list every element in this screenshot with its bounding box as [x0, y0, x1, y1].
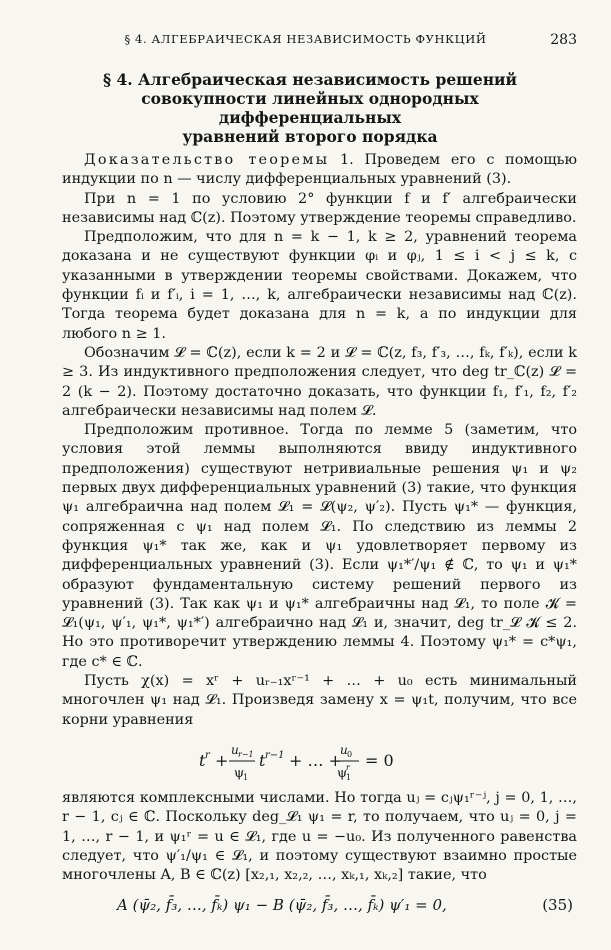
paragraph: являются комплексными числами. Но тогда uⱼ = cⱼψ₁ʳ⁻ʲ, j = 0, 1, …, r − 1, cⱼ ∈ ℂ. Поскольку deg_𝓛₁ ψ₁ = r, то получаем, что uⱼ = 0, j = 1, …, r − 1, и ψ₁ʳ = u ∈ 𝓛₁, где u = −u₀. Из полученного равенства следует, что ψ′₁/ψ₁ ∈ 𝓛₁, и поэтому существуют взаимно простые многочлены A, B ∈ ℂ(z) [x₂,₁, x₂,₂, …, xₖ,₁, xₖ,₂] такие, что — [62, 789, 577, 884]
paragraph-text: 1. Проведем его с помощью индукции по n — числу дифференциальных уравнений (3). — [62, 152, 577, 188]
formula-graphic — [195, 738, 445, 782]
svg-text:+: + — [214, 750, 228, 770]
svg-text:t: t — [198, 750, 205, 770]
paragraph: При n = 1 по условию 2° функции f и f′ алгебраически независимы над ℂ(z). Поэтому утверждение теоремы справедливо. — [62, 190, 577, 226]
paragraph: Предположим противное. Тогда по лемме 5 (заметим, что условия этой леммы выполняются ввиду индуктивного предположения) существуют нетривиальные решения ψ₁ и ψ₂ первых двух дифференциальных уравнений (3) такие, что функция ψ₁ алгебраична над полем 𝓛₁ = 𝓛(ψ₂, ψ′₂). Пусть ψ₁* — функция, сопряженная с ψ₁ над полем 𝓛₁. По следствию из леммы 2 функция ψ₁* так же, как и ψ₁ удовлетворяет первому из дифференциальных уравнений (3). Если ψ₁*′/ψ₁ ∉ ℂ, то ψ₁ и ψ₁* образуют фундаментальную систему решений первого из уравнений (3). Так как ψ₁ и ψ₁* алгебраичны над 𝓛₁, то поле 𝓚 = 𝓛₁(ψ₁, ψ′₁, ψ₁*, ψ₁*′) алгебраично над 𝓛₁ и, значит, deg tr_𝓛 𝓚 ≤ 2. Но это противоречит утверждению леммы 4. Поэтому ψ₁* = c*ψ₁, где c* ∈ ℂ. — [62, 422, 577, 670]
running-head-title: § 4. АЛГЕБРАИЧЕСКАЯ НЕЗАВИСИМОСТЬ ФУНКЦИЙ — [124, 32, 487, 46]
svg-text:ψ: ψ — [233, 765, 244, 781]
svg-text:1: 1 — [345, 772, 351, 782]
section-title-line-1: § 4. Алгебраическая независимость решений — [102, 70, 518, 89]
section-title — [60, 70, 560, 146]
section-title-line-2: совокупности линейных однородных дифференциальных — [141, 89, 479, 127]
svg-text:ψ: ψ — [336, 765, 347, 781]
paragraph: Обозначим 𝓛 = ℂ(z), если k = 2 и 𝓛 = ℂ(z, f₃, f′₃, …, fₖ, f′ₖ), если k ≥ 3. Из индуктивного предположения следует, что deg tr_ℂ(z) 𝓛 = 2 (k − 2). Поэтому достаточно доказать, что функции f₁, f′₁, f₂, f′₂ алгебраически независимы над полем 𝓛. — [62, 344, 577, 419]
svg-text:1: 1 — [242, 772, 248, 782]
body-text — [62, 151, 577, 925]
page-number: 283 — [550, 32, 577, 48]
equation-35 — [62, 889, 577, 925]
svg-text:t: t — [258, 750, 265, 770]
svg-text:r: r — [204, 749, 210, 761]
svg-text:= 0: = 0 — [364, 750, 394, 770]
svg-text:+ … +: + … + — [288, 750, 342, 770]
section-title-line-3: уравнений второго порядка — [182, 127, 438, 146]
proof-lead: Доказательство теоремы — [84, 152, 330, 168]
running-head — [0, 32, 611, 52]
paragraph: Пусть χ(x) = xʳ + uᵣ₋₁xʳ⁻¹ + … + u₀ есть минимальный многочлен ψ₁ над 𝓛₁. Произведя замену x = ψ₁t, получим, что все корни уравнения — [62, 673, 577, 728]
svg-text:0: 0 — [346, 749, 352, 759]
equation-35-body: A (ψ̄₂, f̄₃, …, f̄ₖ) ψ₁ − B (ψ̄₂, f̄₃, …, f̄ₖ) ψ′₁ = 0, — [117, 896, 447, 915]
svg-text:u: u — [230, 742, 239, 757]
paragraph: Предположим, что для n = k − 1, k ≥ 2, уравнений теорема доказана и не существуют функции φᵢ и φⱼ, 1 ≤ i < j ≤ k, с указанными в утверждении теоремы свойствами. Докажем, что функции fᵢ и f′ᵢ, i = 1, …, k, алгебраически независимы над ℂ(z). Тогда теорема будет доказана для n = k, а по индукции для любого n ≥ 1. — [62, 229, 577, 342]
svg-text:u: u — [339, 742, 348, 757]
paragraph-proof-start — [62, 151, 577, 190]
svg-text:r−1: r−1 — [264, 749, 285, 761]
svg-text:r: r — [345, 762, 350, 772]
display-formula — [62, 738, 577, 780]
svg-text:r−1: r−1 — [237, 749, 254, 759]
equation-number: (35) — [542, 896, 573, 915]
